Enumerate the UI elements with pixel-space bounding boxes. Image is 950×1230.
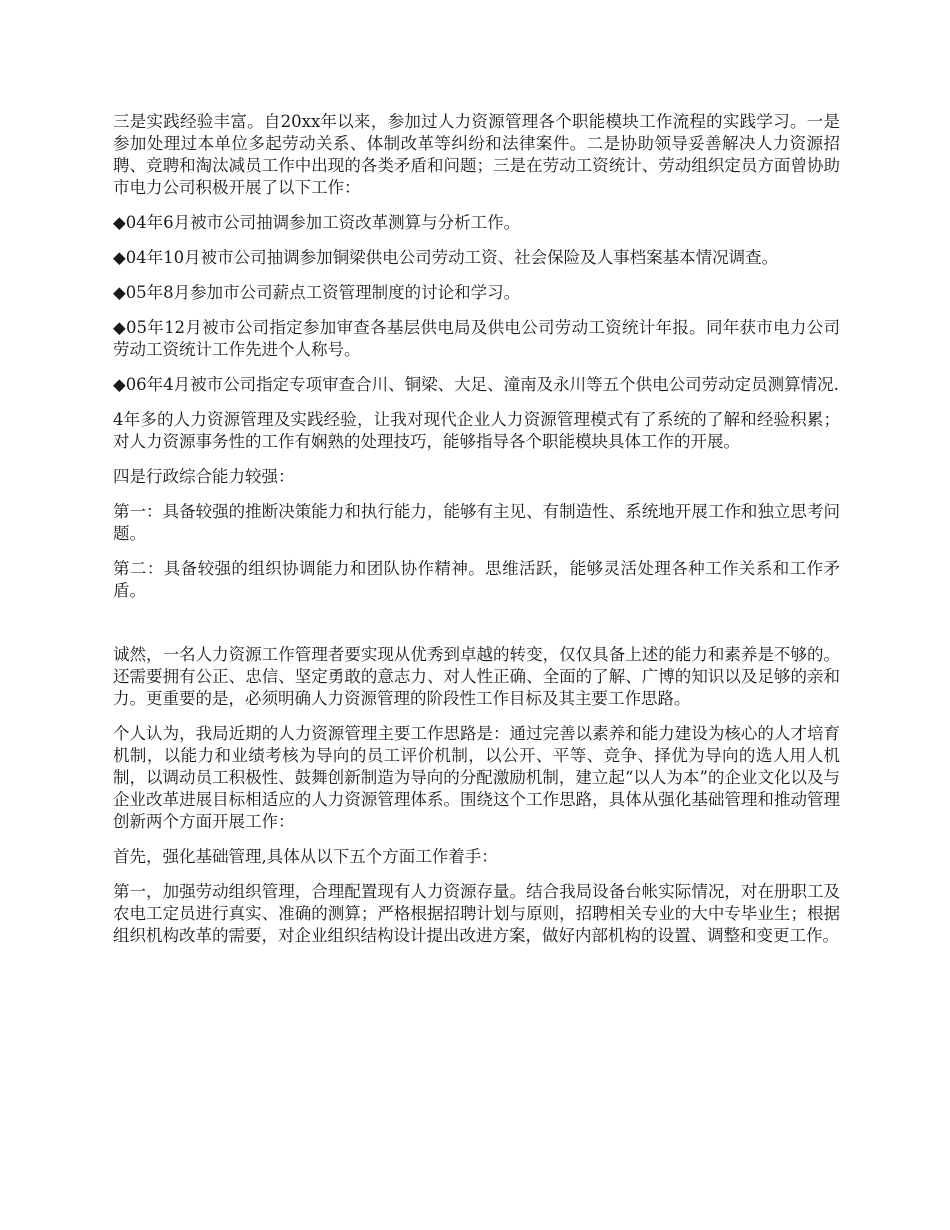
paragraph-admin-ability-heading: 四是行政综合能力较强：	[113, 467, 295, 486]
paragraph-bullet-2006-april: ◆06年4月被市公司指定专项审查合川、铜梁、大足、潼南及永川等五个供电公司劳动定员测算情况.	[113, 375, 839, 394]
paragraph-first-ability: 第一：具备较强的推断决策能力和执行能力，能够有主见、有制造性、系统地开展工作和独立思考问题。	[113, 502, 840, 543]
paragraph-bullet-2005-december: ◆05年12月被市公司指定参加审查各基层供电局及供电公司劳动工资统计年报。同年获市电力公司劳动工资统计工作先进个人称号。	[113, 318, 840, 359]
paragraph-work-approach: 个人认为，我局近期的人力资源管理主要工作思路是：通过完善以素养和能力建设为核心的人才培育机制，以能力和业绩考核为导向的员工评价机制，以公开、平等、竞争、择优为导向的选人用人机制，以调动员工积极性、鼓舞创新制造为导向的分配激励机制，建立起“以人为本”的企业文化以及与企业改革进展目标相适应的人力资源管理体系。围绕这个工作思路，具体从强化基础管理和推动管理创新两个方面开展工作：	[113, 724, 840, 831]
paragraph-bullet-2004-june: ◆04年6月被市公司抽调参加工资改革测算与分析工作。	[113, 213, 521, 232]
document-page	[113, 111, 840, 960]
paragraph-labor-organization: 第一，加强劳动组织管理，合理配置现有人力资源存量。结合我局设备台帐实际情况，对在册职工及农电工定员进行真实、准确的测算；严格根据招聘计划与原则，招聘相关专业的大中专毕业生；根据组织机构改革的需要，对企业组织结构设计提出改进方案，做好内部机构的设置、调整和变更工作。	[113, 882, 840, 945]
paragraph-basic-management-intro: 首先，强化基础管理,具体从以下五个方面工作着手：	[113, 847, 498, 866]
paragraph-practical-experience: 三是实践经验丰富。自20xx年以来，参加过人力资源管理各个职能模块工作流程的实践学习。一是参加处理过本单位多起劳动关系、体制改革等纠纷和法律案件。二是协助领导妥善解决人力资源招聘、竞聘和淘汰减员工作中出现的各类矛盾和问题；三是在劳动工资统计、劳动组织定员方面曾协助市电力公司积极开展了以下工作：	[113, 112, 840, 197]
paragraph-bullet-2005-august: ◆05年8月参加市公司薪点工资管理制度的讨论和学习。	[113, 283, 521, 302]
paragraph-experience-summary: 4年多的人力资源管理及实践经验，让我对现代企业人力资源管理模式有了系统的了解和经验积累；对人力资源事务性的工作有娴熟的处理技巧，能够指导各个职能模块具体工作的开展。	[113, 410, 840, 451]
paragraph-excellence: 诚然，一名人力资源工作管理者要实现从优秀到卓越的转变，仅仅具备上述的能力和素养是不够的。还需要拥有公正、忠信、坚定勇敢的意志力、对人性正确、全面的了解、广博的知识以及足够的亲和力。更重要的是，必须明确人力资源管理的阶段性工作目标及其主要工作思路。	[113, 645, 840, 708]
paragraph-second-ability: 第二：具备较强的组织协调能力和团队协作精神。思维活跃，能够灵活处理各种工作关系和工作矛盾。	[113, 559, 840, 600]
paragraph-bullet-2004-october: ◆04年10月被市公司抽调参加铜梁供电公司劳动工资、社会保险及人事档案基本情况调查。	[113, 248, 779, 267]
